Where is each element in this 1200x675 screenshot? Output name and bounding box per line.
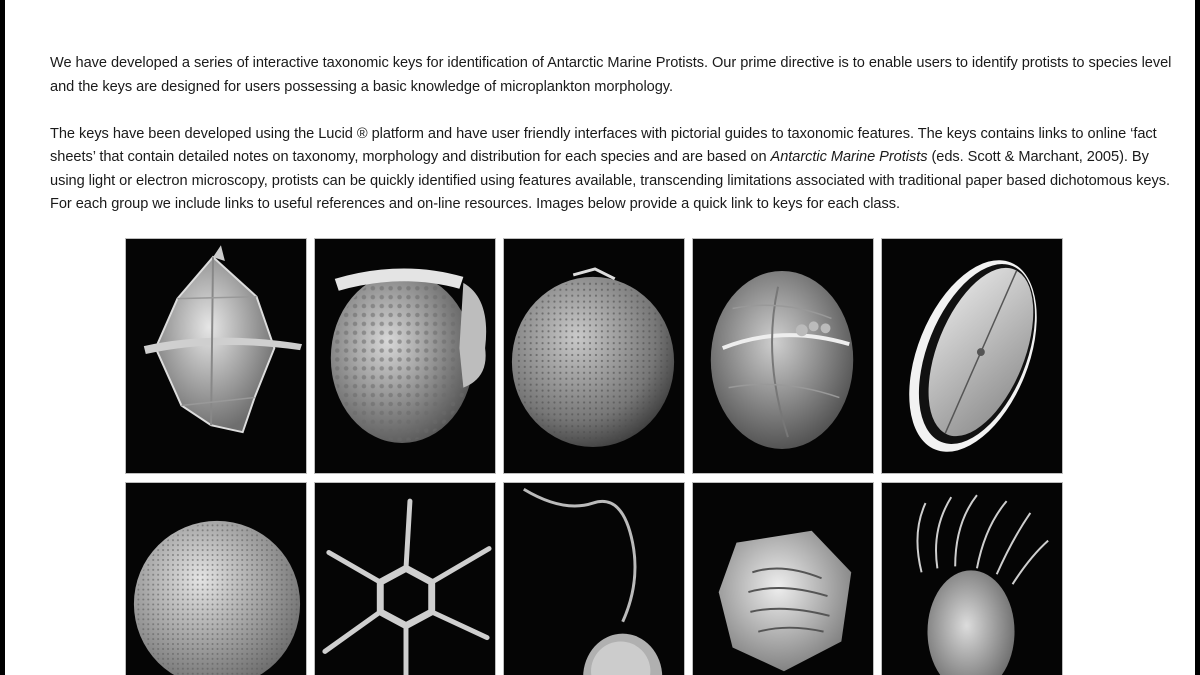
ciliate-key-link[interactable] [881,482,1063,675]
pennate-diatom-icon [882,239,1062,473]
prymnesiophyte-key-link[interactable] [503,238,685,474]
intro-text [50,52,1175,217]
ciliate-icon [882,483,1062,675]
radiolarian-key-link[interactable] [692,482,874,675]
dinoflagellate-key-link[interactable] [125,238,307,474]
dinoflagellate-2-key-link[interactable] [314,238,496,474]
dinoflagellate-icon [126,239,306,473]
flagellate-key-link[interactable] [503,482,685,675]
silicoflagellate-key-link[interactable] [314,482,496,675]
frilled-cell-icon [315,239,495,473]
centric-diatom-icon [126,483,306,675]
flagellate-icon [504,483,684,675]
window-border-right [1195,0,1200,675]
pennate-diatom-key-link[interactable] [881,238,1063,474]
round-cell-icon [504,239,684,473]
window-border-left [0,0,5,675]
book-title: Antarctic Marine Protists [770,149,928,165]
intro-paragraph-2-start: The keys have been developed using the Lucid ® platform and have user friendly interfaces with pictorial guides to taxonomic features. The keys contains links to online ‘fact sheets’ that contain detailed notes on taxonomy, morphology and distribution for each species and are based on [50,125,1157,165]
intro-paragraph-2 [50,123,1175,217]
silicoflagellate-icon [315,483,495,675]
centric-diatom-key-link[interactable] [125,482,307,675]
radiolarian-icon [693,483,873,675]
cyst-key-link[interactable] [692,238,874,474]
cyst-icon [693,239,873,473]
intro-paragraph-1: We have developed a series of interactive taxonomic keys for identification of Antarctic Marine Protists. Our prime directive is to enable users to identify protists to species level and the keys are designed for users possessing a basic knowledge of microplankton morphology. [50,55,1172,95]
intro-paragraph-2-end: (eds. Scott & Marchant, 2005). By using light or electron microscopy, protists can be quickly identified using features available, transcending limitations associated with traditional paper based dichotomous keys. For each group we include links to useful references and on-line resources. Images below provide a quick link to keys for each class. [50,149,1170,212]
